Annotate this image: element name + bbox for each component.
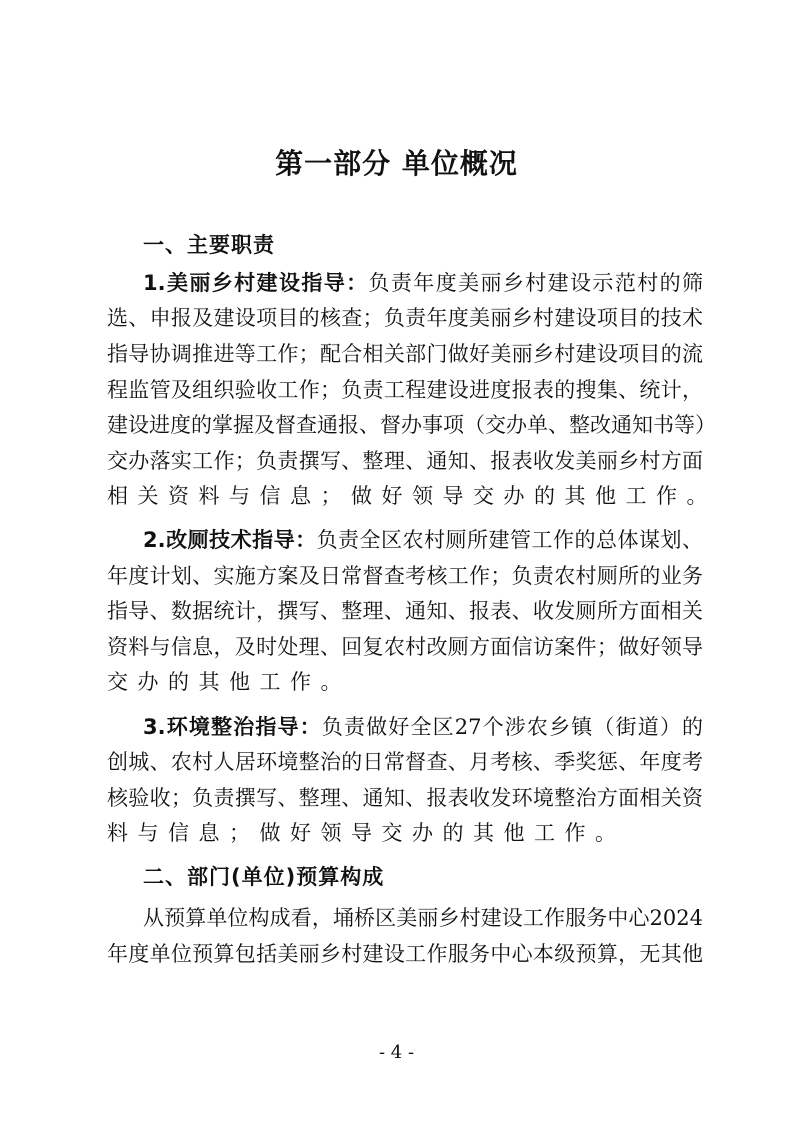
paragraph-line xyxy=(143,268,703,298)
paragraph-line: 从预算单位构成看，埇桥区美丽乡村建设工作服务中心2024 xyxy=(143,906,703,930)
paragraph-line: 选、申报及建设项目的核查；负责年度美丽乡村建设项目的技术 xyxy=(107,306,703,330)
paragraph-lead: 3.环境整治指导： xyxy=(143,715,322,739)
page-number: - 4 - xyxy=(378,1042,415,1063)
paragraph-line: 交办落实工作；负责撰写、整理、通知、报表收发美丽乡村方面 xyxy=(107,449,703,473)
paragraph-lead: 2.改厕技术指导： xyxy=(143,528,317,552)
paragraph-line: 料与信息；做好领导交办的其他工作。 xyxy=(107,821,626,845)
paragraph-line xyxy=(143,712,703,742)
paragraph-line: 建设进度的掌握及督查通报、督办事项（交办单、整改通知书等） xyxy=(107,413,716,437)
section-heading-duties: 一、主要职责 xyxy=(143,233,275,257)
paragraph-text: 负责做好全区27个涉农乡镇（街道）的 xyxy=(321,715,703,739)
paragraph-text: 负责全区农村厕所建管工作的总体谋划、 xyxy=(316,528,703,552)
paragraph-line: 资料与信息，及时处理、回复农村改厕方面信访案件；做好领导 xyxy=(107,635,703,659)
paragraph-line: 年度单位预算包括美丽乡村建设工作服务中心本级预算，无其他 xyxy=(107,942,703,966)
paragraph-line: 创城、农村人居环境整治的日常督查、月考核、季奖惩、年度考 xyxy=(107,750,703,774)
paragraph-line: 程监管及组织验收工作；负责工程建设进度报表的搜集、统计， xyxy=(107,378,703,402)
paragraph-line: 指导、数据统计，撰写、整理、通知、报表、收发厕所方面相关 xyxy=(107,599,703,623)
paragraph-line: 交办的其他工作。 xyxy=(107,670,351,694)
paragraph-line: 年度计划、实施方案及日常督查考核工作；负责农村厕所的业务 xyxy=(107,564,703,588)
section-heading-budget: 二、部门(单位)预算构成 xyxy=(143,865,385,889)
paragraph-line: 核验收；负责撰写、整理、通知、报表收发环境整治方面相关资 xyxy=(107,786,703,810)
paragraph-text: 负责年度美丽乡村建设示范村的筛 xyxy=(368,271,704,295)
paragraph-line: 指导协调推进等工作；配合相关部门做好美丽乡村建设项目的流 xyxy=(107,342,703,366)
paragraph-line: 相关资料与信息；做好领导交办的其他工作。 xyxy=(107,484,717,508)
paragraph-lead: 1.美丽乡村建设指导： xyxy=(143,271,369,295)
page-title: 第一部分 单位概况 xyxy=(275,147,518,180)
paragraph-line xyxy=(143,525,703,555)
